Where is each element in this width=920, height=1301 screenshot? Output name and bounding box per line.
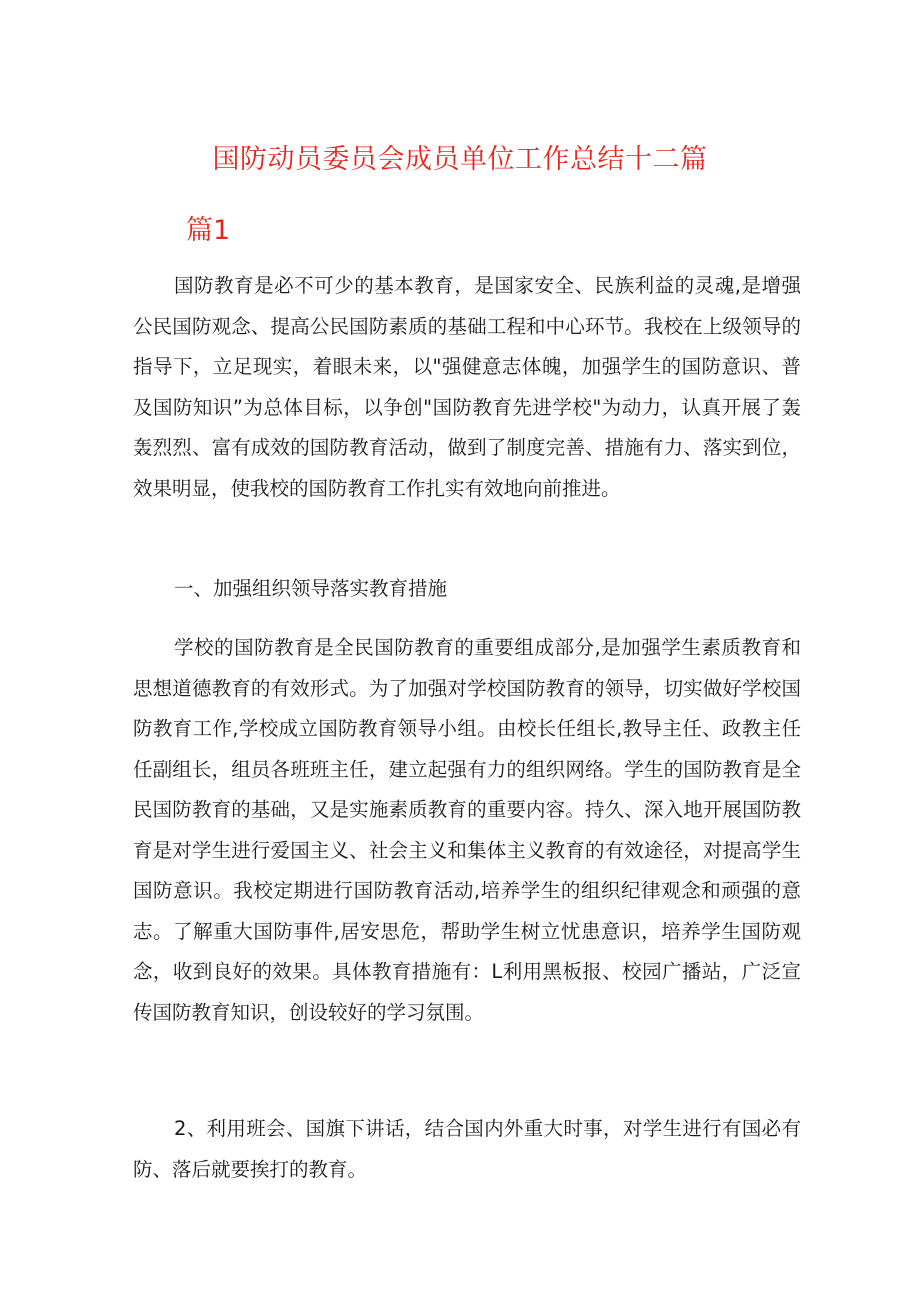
paragraph-intro: 国防教育是必不可少的基本教育，是国家安全、民族利益的灵魂,是增强公民国防观念、提高公民国防素质的基础工程和中心环节。我校在上级领导的指导下，立足现实，着眼未来，以"强健意志体魄，加强学生的国防意识、普及国防知识”为总体目标，以争创"国防教育先进学校"为动力，认真开展了轰轰烈烈、富有成效的国防教育活动，做到了制度完善、措施有力、落实到位，效果明显，使我校的国防教育工作扎实有效地向前推进。 xyxy=(133,274,801,500)
paragraph-organization: 学校的国防教育是全民国防教育的重要组成部分,是加强学生素质教育和思想道德教育的有效形式。为了加强对学校国防教育的领导，切实做好学校国防教育工作,学校成立国防教育领导小组。由校长任组长,教导主任、政教主任任副组长，组员各班班主任，建立起强有力的组织网络。学生的国防教育是全民国防教育的基础，又是实施素质教育的重要内容。持久、深入地开展国防教育是对学生进行爱国主义、社会主义和集体主义教育的有效途径，对提高学生国防意识。我校定期进行国防教育活动,培养学生的组织纪律观念和顽强的意志。了解重大国防事件,居安思危，帮助学生树立忧患意识，培养学生国防观念，收到良好的效果。具体教育措施有：L利用黑板报、校园广播站，广泛宣传国防教育知识，创设较好的学习氛围。 xyxy=(133,636,801,1024)
subheading-organization: 一、加强组织领导落实教育措施 xyxy=(174,577,448,600)
section-heading: 篇1 xyxy=(186,215,231,246)
paragraph-measure-2: 2、利用班会、国旗下讲话，结合国内外重大时事，对学生进行有国必有防、落后就要挨打的教育。 xyxy=(133,1117,801,1181)
document-title: 国防动员委员会成员单位工作总结十二篇 xyxy=(212,144,708,175)
